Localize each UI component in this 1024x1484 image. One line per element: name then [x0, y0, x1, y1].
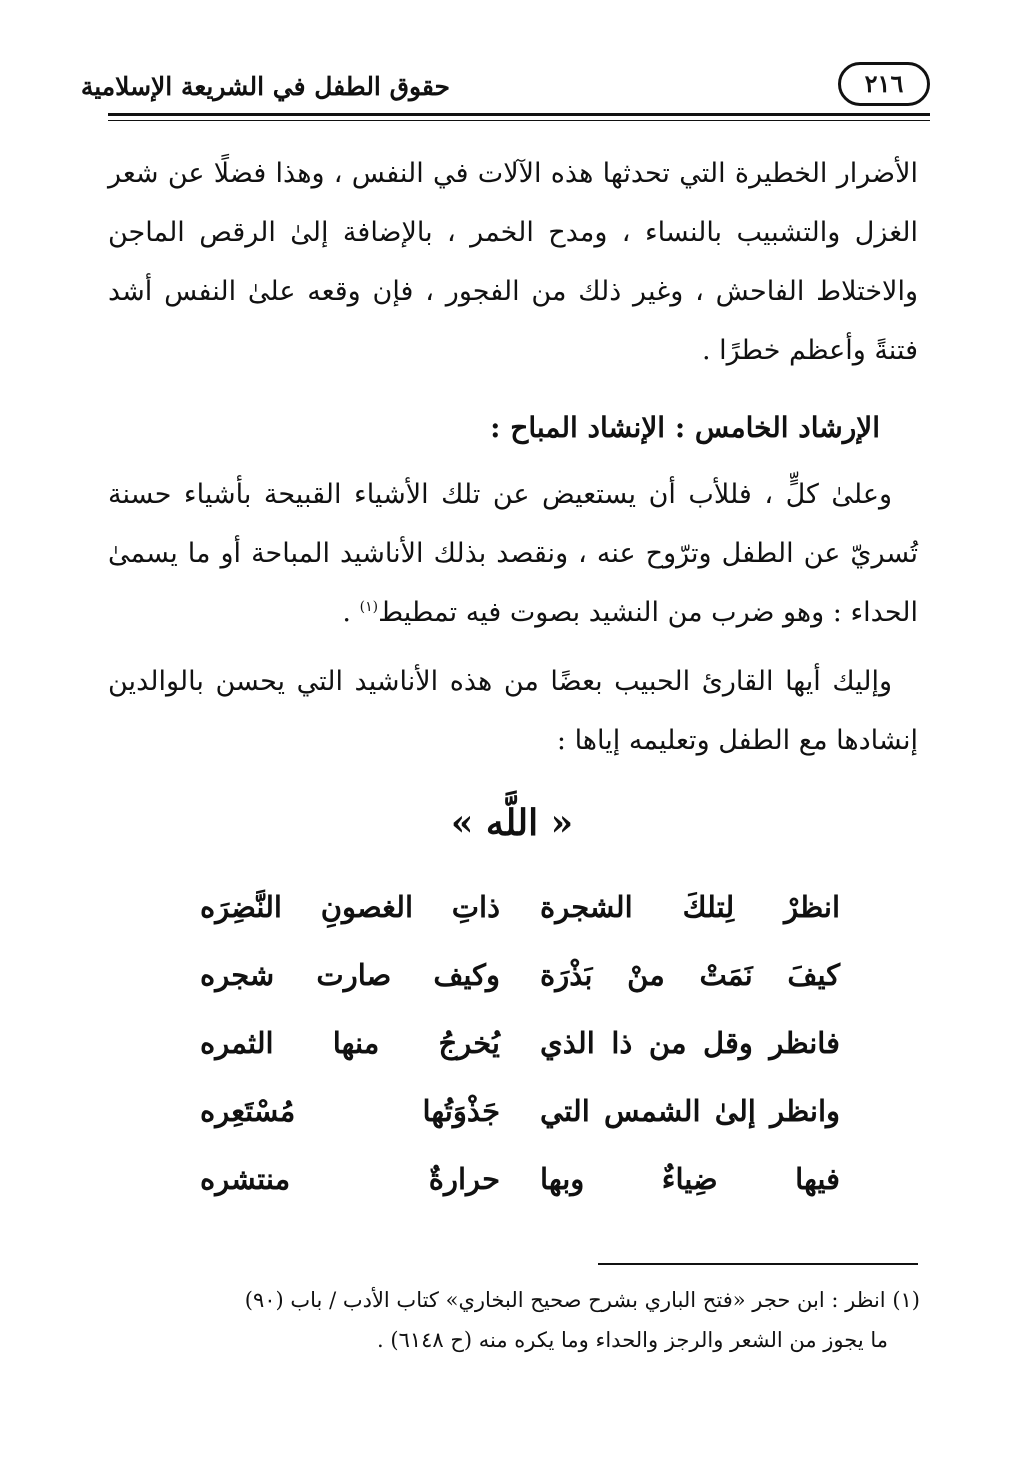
poem-line [200, 958, 840, 1026]
page-number-badge: ٢١٦ [838, 62, 930, 106]
poem-hemistich-right: فانظر وقل من ذا الذي [540, 1026, 840, 1060]
poem-title: « اللَّه » [450, 802, 574, 844]
running-title: حقوق الطفل في الشريعة الإسلامية [80, 72, 450, 101]
section-heading: الإرشاد الخامس : الإنشاد المباح : [490, 411, 880, 444]
poem-hemistich-left: حرارةٌ منتشره [200, 1162, 500, 1196]
paragraph-1: الأضرار الخطيرة التي تحدثها هذه الآلات في النفس ، وهذا فضلًا عن شعر الغزل والتشبيب بالنساء ، ومدح الخمر ، بالإضافة إلىٰ الرقص الماجن والاختلاط الفاحش ، وغير ذلك من الفجور ، فإن وقعه علىٰ النفس أشد فتنةً وأعظم خطرًا . [108, 158, 918, 366]
page-header [80, 58, 930, 112]
paragraph-3: وإليك أيها القارئ الحبيب بعضًا من هذه الأناشيد التي يحسن بالوالدين إنشادها مع الطفل وتعليمه إياها : [108, 666, 918, 756]
footnote-line-1: (١) انظر : ابن حجر «فتح الباري بشرح صحيح البخاري» كتاب الأدب / باب (٩٠) [244, 1288, 920, 1312]
header-rule-thin [108, 120, 930, 121]
paragraph-2-text: وعلىٰ كلٍّ ، فللأب أن يستعيض عن تلك الأشياء القبيحة بأشياء حسنة تُسريّ عن الطفل وترّوح عنه ، ونقصد بذلك الأناشيد المباحة أو ما يسمىٰ الحداء : وهو ضرب من النشيد بصوت فيه تمطيط [108, 479, 918, 628]
poem-line [200, 1162, 840, 1230]
poem-line [200, 1026, 840, 1094]
footnote-line-2: ما يجوز من الشعر والرجز والحداء وما يكره منه (ح ٦١٤٨) . [377, 1328, 888, 1352]
poem-hemistich-left: جَذْوَتُها مُسْتَعِره [200, 1094, 500, 1128]
poem-hemistich-left: يُخرجُ منها الثمره [200, 1026, 500, 1060]
poem-hemistich-right: انظرْ لِتلكَ الشجرة [540, 890, 840, 924]
main-text [108, 144, 918, 770]
footnote [108, 1280, 920, 1360]
poem-hemistich-left: وكيف صارت شجره [200, 958, 500, 992]
paragraph-2-end: . [342, 597, 352, 628]
poem-hemistich-left: ذاتِ الغصونِ النَّضِرَه [200, 890, 500, 924]
footnote-marker: (١) [359, 599, 379, 615]
poem [200, 890, 840, 1230]
header-rule-thick [108, 113, 930, 116]
poem-hemistich-right: وانظر إلىٰ الشمس التي [540, 1094, 840, 1128]
footnote-separator [598, 1263, 918, 1265]
poem-line [200, 1094, 840, 1162]
poem-line [200, 890, 840, 958]
paragraph-2 [108, 465, 918, 642]
poem-hemistich-right: فيها ضِياءٌ وبها [540, 1162, 840, 1196]
poem-hemistich-right: كيفَ نَمَتْ منْ بَذْرَة [540, 958, 840, 992]
